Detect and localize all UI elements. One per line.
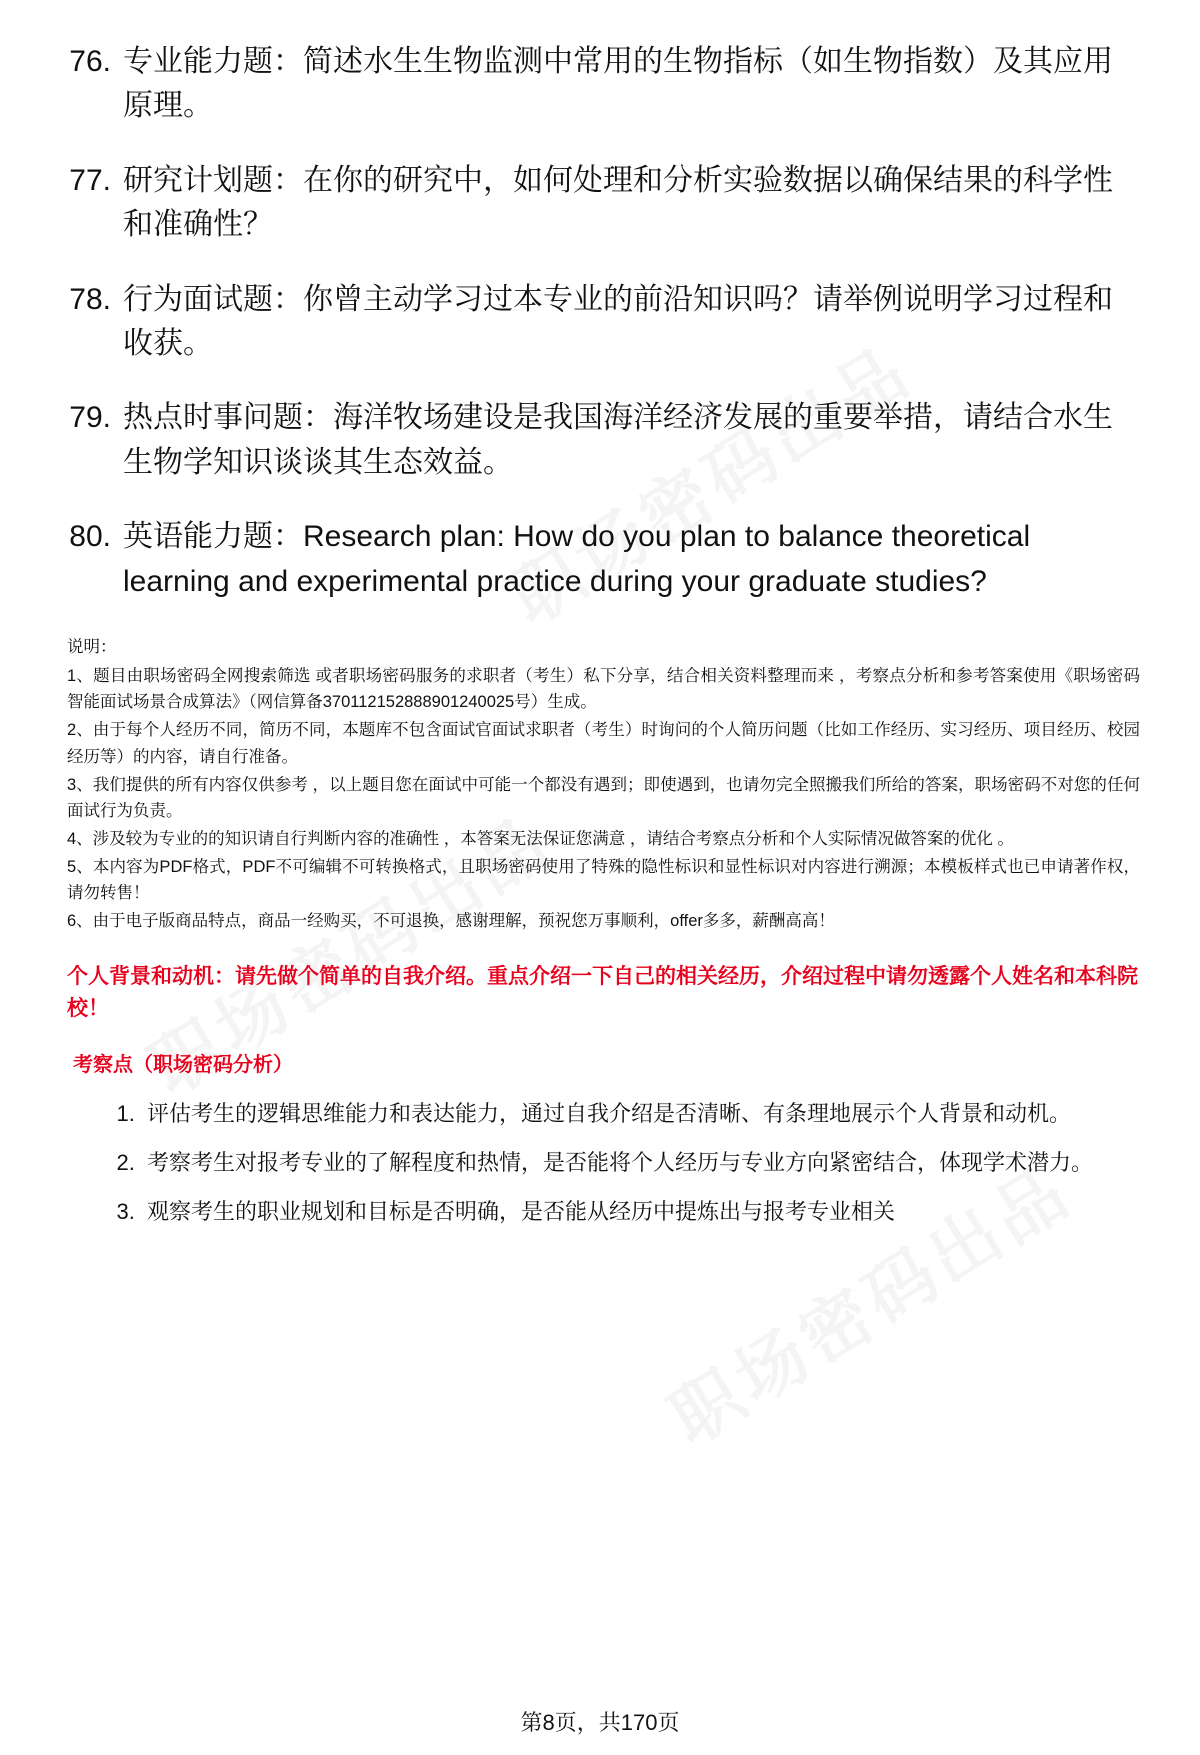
note-item: 5、本内容为PDF格式，PDF不可编辑不可转换格式，且职场密码使用了特殊的隐性标识和显性标识对内容进行溯源；本模板样式也已申请著作权，请勿转售！ xyxy=(67,857,1140,903)
note-item: 4、涉及较为专业的的知识请自行判断内容的准确性 ，本答案无法保证您满意 ，请结合考察点分析和个人实际情况做答案的优化 。 xyxy=(67,829,1014,848)
question-number: 80. xyxy=(69,520,111,554)
note-item: 2、由于每个人经历不同，简历不同，本题库不包含面试官面试求职者（考生）时询问的个人简历问题（比如工作经历、实习经历、项目经历、校园经历等）的内容，请自行准备。 xyxy=(67,721,1140,766)
page-content xyxy=(55,40,1140,1234)
analysis-section-title: 考察点（职场密码分析） xyxy=(73,1053,293,1076)
note-item: 1、题目由职场密码全网搜索筛选 或者职场密码服务的求职者（考生）私下分享，结合相关资料整理而来 ，考察点分析和参考答案使用《职场密码智能面试场景合成算法》（网信算备370112152888901240025号）生成。 xyxy=(67,666,1140,712)
notes-title: 说明： xyxy=(67,637,117,656)
analysis-list xyxy=(55,1093,1140,1234)
question-list xyxy=(55,40,1140,604)
question-number: 77. xyxy=(69,163,111,197)
question-number: 79. xyxy=(69,401,111,435)
question-item xyxy=(55,515,1140,604)
question-item xyxy=(55,159,1140,248)
question-number: 76. xyxy=(69,45,111,78)
analysis-item: 1. 评估考生的逻辑思维能力和表达能力，通过自我介绍是否清晰、有条理地展示个人背景和动机。 xyxy=(141,1093,1140,1136)
note-item: 3、我们提供的所有内容仅供参考 ，以上题目您在面试中可能一个都没有遇到；即使遇到，也请勿完全照搬我们所给的答案，职场密码不对您的任何面试行为负责。 xyxy=(67,775,1140,821)
question-text: 专业能力题：简述水生生物监测中常用的生物指标（如生物指数）及其应用原理。 xyxy=(123,45,1113,123)
page-footer: 第8页，共170页 xyxy=(520,1710,680,1735)
question-item xyxy=(55,396,1140,485)
analysis-item: 3. 观察考生的职业规划和目标是否明确，是否能从经历中提炼出与报考专业相关 xyxy=(141,1191,1140,1234)
highlight-question: 个人背景和动机：请先做个简单的自我介绍。重点介绍一下自己的相关经历，介绍过程中请勿透露个人姓名和本科院校！ xyxy=(67,964,1138,1021)
question-item xyxy=(55,278,1140,367)
question-text: 行为面试题：你曾主动学习过本专业的前沿知识吗？请举例说明学习过程和收获。 xyxy=(123,282,1113,360)
question-text: 热点时事问题：海洋牧场建设是我国海洋经济发展的重要举措，请结合水生生物学知识谈谈其生态效益。 xyxy=(123,401,1113,479)
question-text: 英语能力题：Research plan: How do you plan to balance theoretical learning and experimental practice during your graduate studies? xyxy=(123,520,1031,598)
notes-block xyxy=(67,634,1140,935)
question-number: 78. xyxy=(69,282,111,316)
analysis-item: 2. 考察考生对报考专业的了解程度和热情，是否能将个人经历与专业方向紧密结合，体现学术潜力。 xyxy=(141,1142,1140,1185)
question-text: 研究计划题：在你的研究中，如何处理和分析实验数据以确保结果的科学性和准确性？ xyxy=(123,163,1113,242)
question-item xyxy=(55,40,1140,129)
note-item: 6、由于电子版商品特点，商品一经购买，不可退换，感谢理解，预祝您万事顺利，offer多多，薪酬高高！ xyxy=(67,912,835,931)
